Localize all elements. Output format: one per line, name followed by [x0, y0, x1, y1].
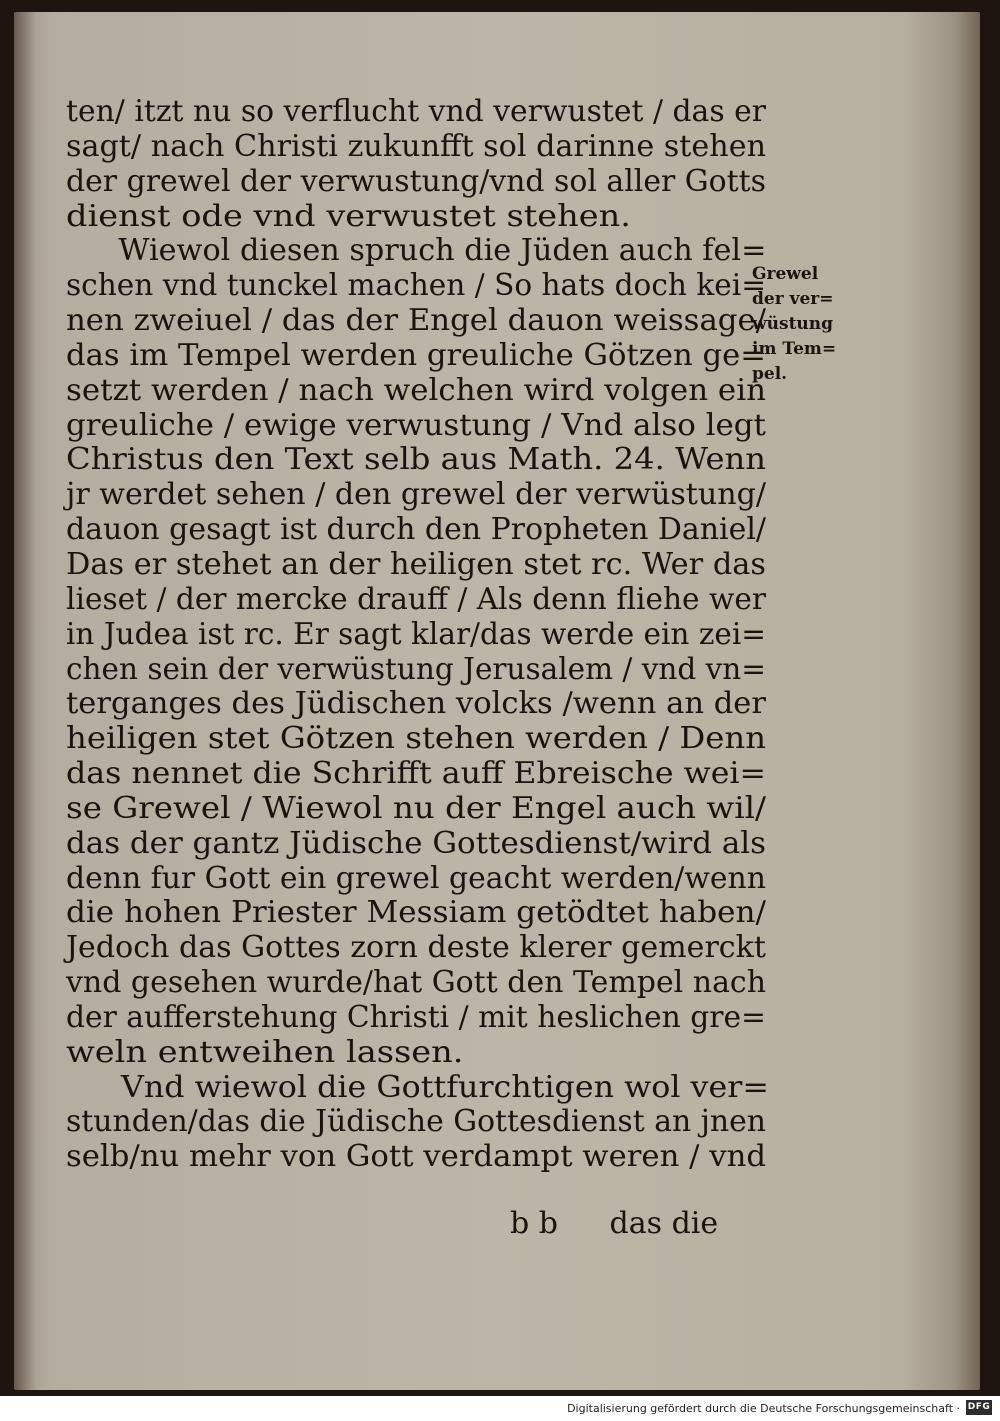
marginal-line-4: im Tem= [752, 339, 837, 359]
text-line-19: heiligen stet Götzen stehen werden / Denn [66, 721, 767, 757]
text-line-23: denn fur Gott ein grewel geacht werden/wenn [66, 860, 766, 896]
text-line-9: setzt werden / nach welchen wird volgen ein [66, 372, 766, 408]
text-line-18: terganges des Jüdischen volcks /wenn an der [66, 686, 767, 722]
text-line-10: greuliche / ewige verwustung / Vnd also legt [66, 407, 766, 443]
text-line-29: Vnd wiewol die Gottfurchtigen wol ver= [120, 1069, 769, 1105]
text-line-22: das der gantz Jüdische Gottesdienst/wird als [66, 825, 767, 861]
text-line-14: Das er stehet an der heiligen stet rc. Wer das [66, 546, 767, 582]
text-line-16: in Judea ist rc. Er sagt klar/das werde ein zei= [66, 616, 766, 652]
catchword: das die [609, 1206, 719, 1241]
signature-catchword-line [510, 1204, 718, 1244]
footer-credit: Digitalisierung gefördert durch die Deutsche Forschungsgemeinschaft · [567, 1402, 960, 1415]
marginal-note [752, 262, 847, 387]
text-line-13: dauon gesagt ist durch den Propheten Daniel/ [66, 512, 767, 548]
text-line-21: se Grewel / Wiewol nu der Engel auch wil/ [66, 790, 767, 826]
spine-shadow [14, 12, 36, 1390]
text-line-15: lieset / der mercke drauff / Als denn fliehe wer [66, 581, 767, 617]
text-line-30: stunden/das die Jüdische Gottesdienst an jnen [66, 1104, 766, 1140]
text-line-3: der grewel der verwustung/vnd sol aller Gotts [66, 163, 767, 199]
text-line-31: selb/nu mehr von Gott verdampt weren / vnd [66, 1139, 767, 1175]
marginal-line-1: Grewel [752, 264, 819, 284]
text-line-7: nen zweiuel / das der Engel dauon weissage/ [66, 303, 767, 339]
text-line-12: jr werdet sehen / den grewel der verwüstung/ [66, 477, 767, 513]
marginal-line-2: der ver= [752, 289, 834, 309]
text-line-1: ten/ itzt nu so verflucht vnd verwustet / das er [66, 94, 766, 129]
text-line-26: vnd gesehen wurde/hat Gott den Tempel nach [66, 965, 766, 1001]
marginal-line-5: pel. [752, 364, 788, 384]
signature-mark: b b [510, 1206, 558, 1241]
text-line-25: Jedoch das Gottes zorn deste klerer gemerckt [66, 930, 766, 966]
page-edge-shadow [955, 12, 980, 1390]
text-line-17: chen sein der verwüstung Jerusalem / vnd vn= [66, 651, 766, 687]
text-line-27: der aufferstehung Christi / mit heslichen gre= [66, 999, 766, 1035]
text-line-11: Christus den Text selb aus Math. 24. Wenn [66, 442, 767, 478]
text-line-24: die hohen Priester Messiam getödtet haben/ [66, 895, 766, 931]
text-line-20: das nennet die Schrifft auff Ebreische wei= [66, 756, 767, 792]
marginal-line-3: wüstung [752, 314, 834, 334]
text-line-8: das im Tempel werden greuliche Götzen ge= [66, 337, 766, 373]
text-line-5: Wiewol diesen spruch die Jüden auch fel= [118, 233, 767, 269]
text-line-6: schen vnd tunckel machen / So hats doch kei= [66, 268, 766, 304]
text-line-28: weln entweihen lassen. [66, 1034, 464, 1070]
text-line-4: dienst ode vnd verwustet stehen. [66, 198, 631, 234]
dfg-logo-icon: DFG [966, 1400, 992, 1415]
body-text [66, 94, 769, 1175]
text-line-2: sagt/ nach Christi zukunfft sol darinne stehen [66, 128, 767, 164]
